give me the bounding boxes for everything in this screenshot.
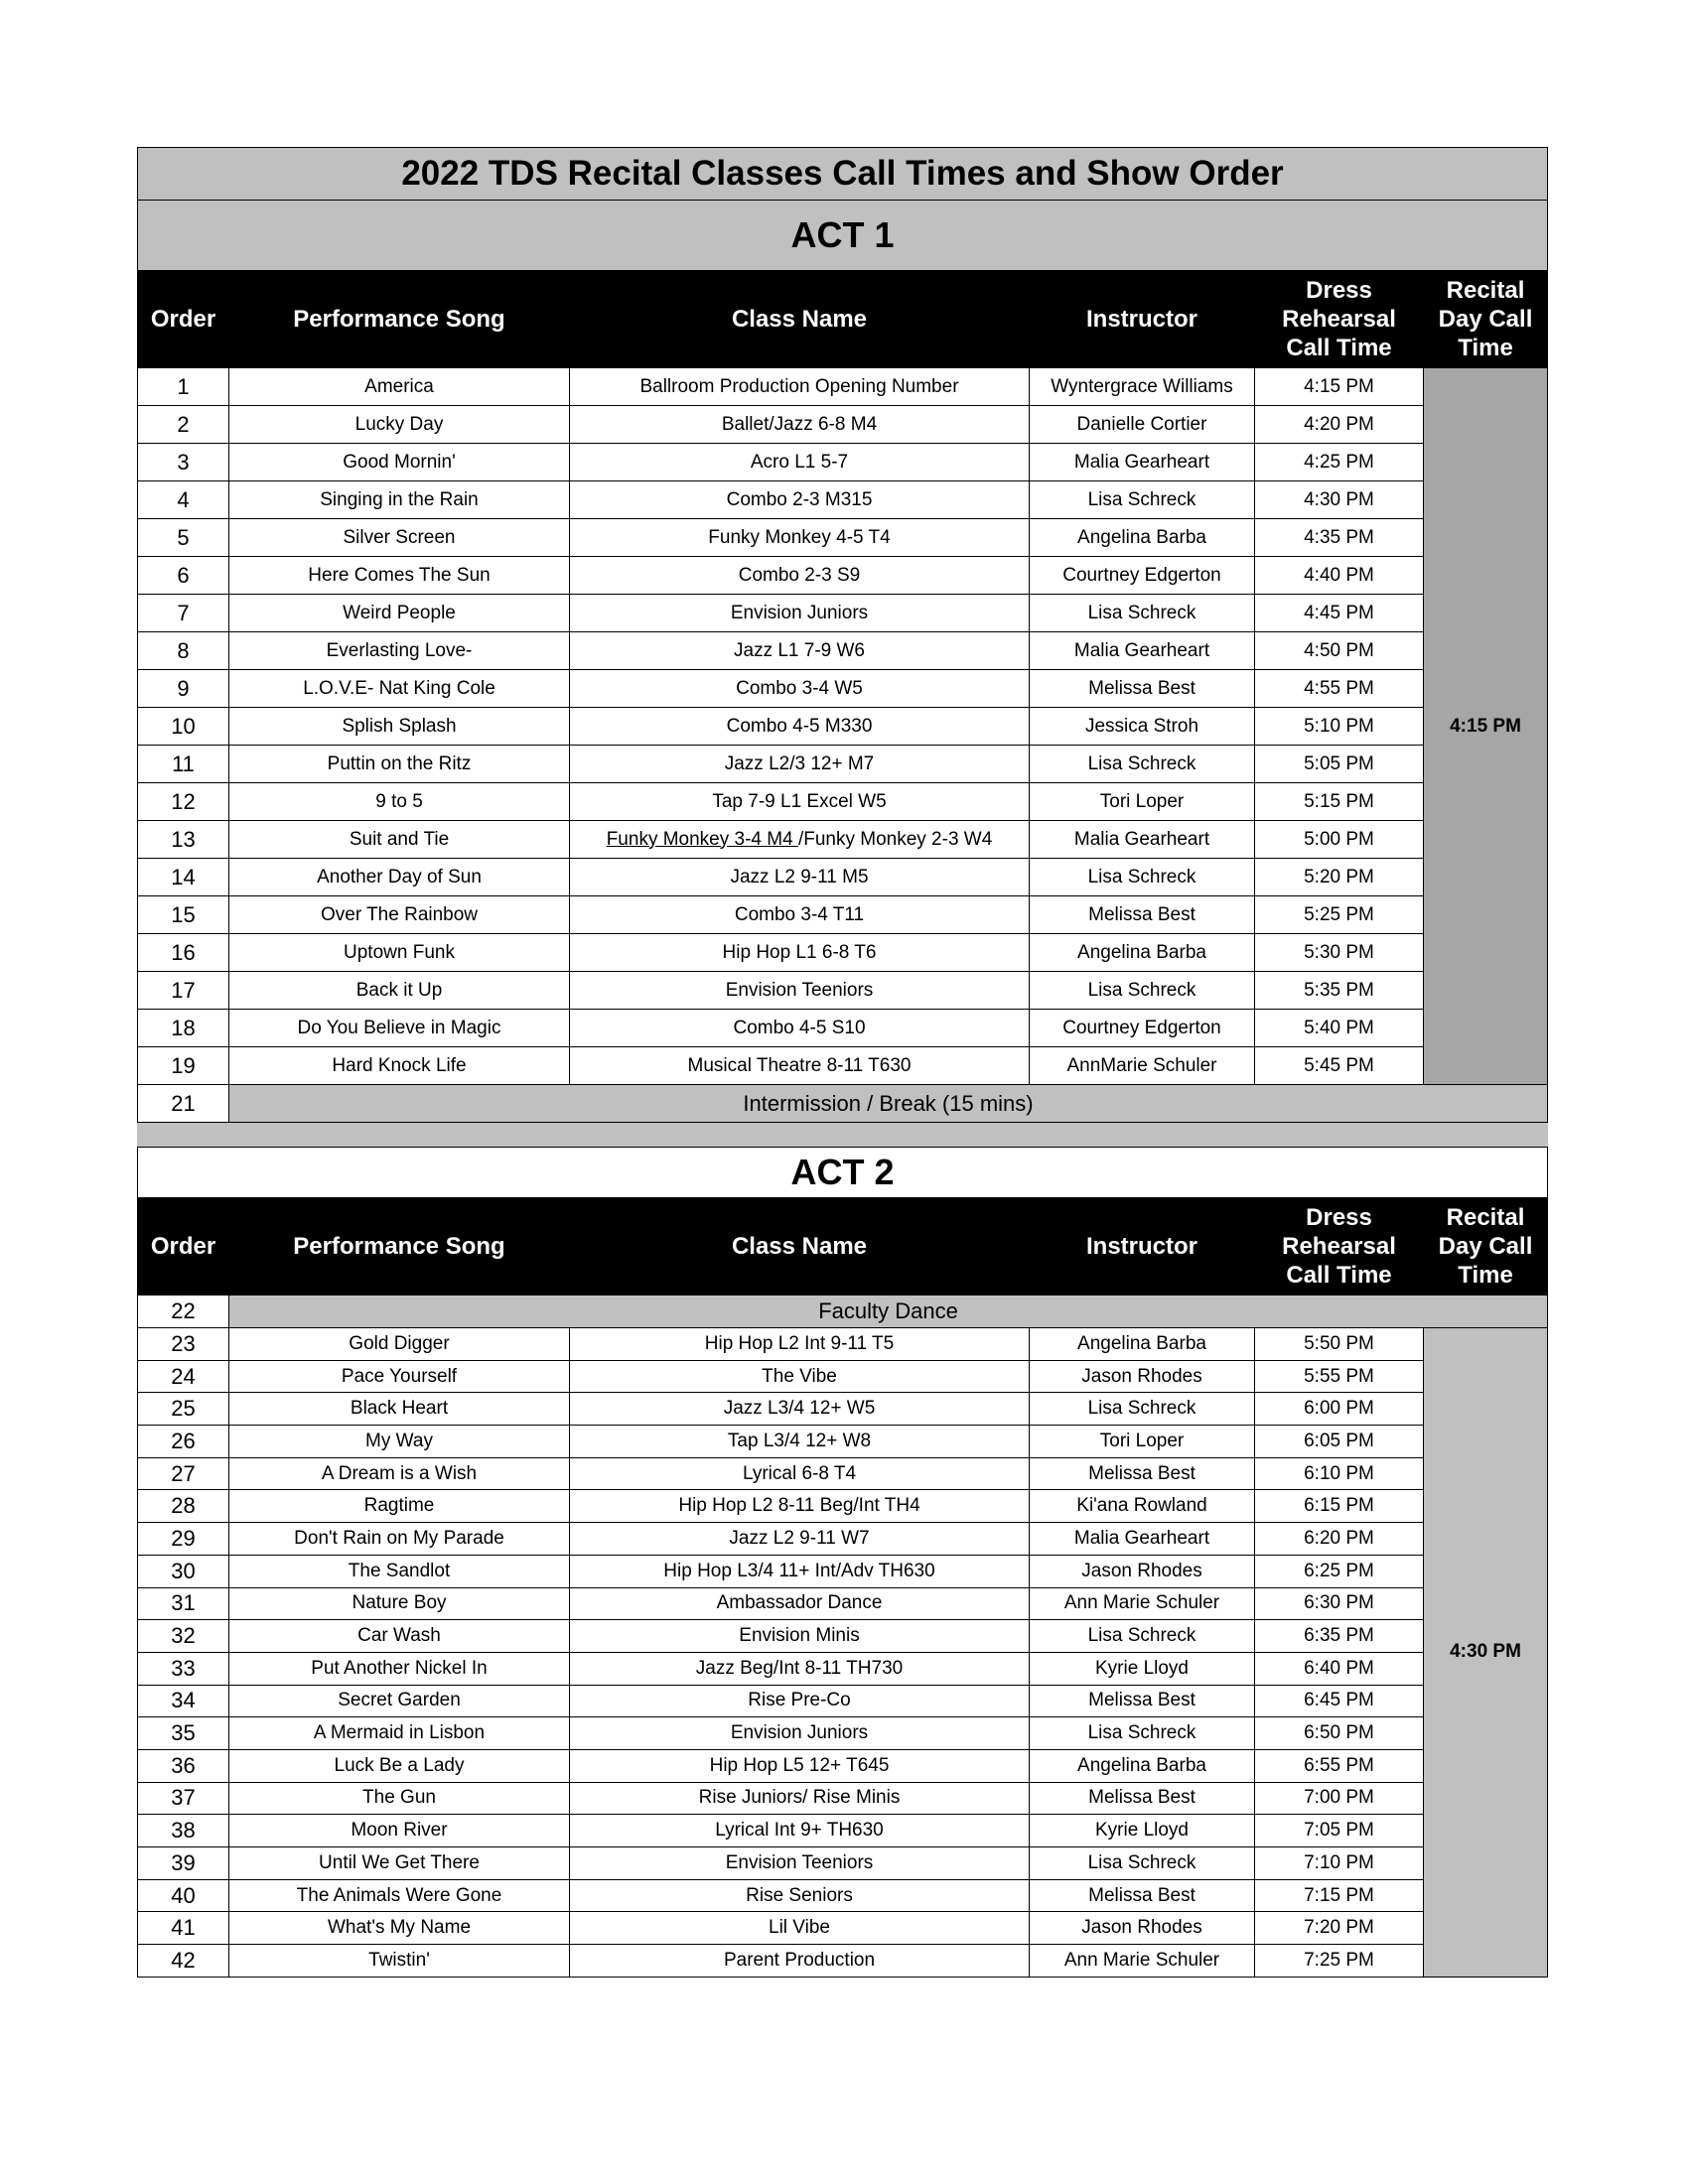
class-cell: Lyrical 6-8 T4 (570, 1457, 1030, 1490)
instructor-cell: Melissa Best (1030, 1879, 1255, 1912)
table-row (138, 557, 1548, 595)
order-cell: 6 (138, 557, 229, 595)
class-cell: Parent Production (570, 1945, 1030, 1978)
song-cell: A Mermaid in Lisbon (229, 1717, 570, 1750)
intermission-row (138, 1085, 1548, 1123)
title-row (138, 148, 1548, 201)
class-cell: Combo 2-3 S9 (570, 557, 1030, 595)
order-cell: 33 (138, 1652, 229, 1685)
table-row (138, 1717, 1548, 1750)
dress-call-cell: 7:25 PM (1255, 1945, 1424, 1978)
song-cell: My Way (229, 1426, 570, 1458)
order-cell: 9 (138, 670, 229, 708)
dress-call-cell: 5:20 PM (1255, 859, 1424, 896)
order-cell: 25 (138, 1393, 229, 1426)
header-order: Order (138, 271, 229, 368)
order-cell: 23 (138, 1328, 229, 1361)
instructor-cell: Wyntergrace Williams (1030, 368, 1255, 406)
class-cell: Combo 3-4 W5 (570, 670, 1030, 708)
table-row (138, 1393, 1548, 1426)
instructor-cell: Ann Marie Schuler (1030, 1587, 1255, 1620)
instructor-cell: Jessica Stroh (1030, 708, 1255, 746)
schedule-sheet (137, 147, 1547, 1978)
order-cell: 18 (138, 1010, 229, 1047)
class-cell: Envision Juniors (570, 595, 1030, 632)
table-row (138, 1490, 1548, 1523)
class-cell: Envision Teeniors (570, 972, 1030, 1010)
header-class: Class Name (570, 1198, 1030, 1296)
song-cell: The Gun (229, 1782, 570, 1815)
table-row (138, 1587, 1548, 1620)
class-cell: Combo 3-4 T11 (570, 896, 1030, 934)
class-cell: Hip Hop L5 12+ T645 (570, 1749, 1030, 1782)
song-cell: Black Heart (229, 1393, 570, 1426)
class-cell: Hip Hop L1 6-8 T6 (570, 934, 1030, 972)
table-row (138, 821, 1548, 859)
dress-call-cell: 6:00 PM (1255, 1393, 1424, 1426)
order-cell: 10 (138, 708, 229, 746)
intermission-order: 21 (138, 1085, 229, 1123)
song-cell: Twistin' (229, 1945, 570, 1978)
dress-call-cell: 5:10 PM (1255, 708, 1424, 746)
class-cell: Tap L3/4 12+ W8 (570, 1426, 1030, 1458)
instructor-cell: Ki'ana Rowland (1030, 1490, 1255, 1523)
instructor-cell: Tori Loper (1030, 783, 1255, 821)
order-cell: 11 (138, 746, 229, 783)
instructor-cell: Ann Marie Schuler (1030, 1945, 1255, 1978)
instructor-cell: Lisa Schreck (1030, 746, 1255, 783)
table-row (138, 1749, 1548, 1782)
dress-call-cell: 4:50 PM (1255, 632, 1424, 670)
class-cell: Jazz Beg/Int 8-11 TH730 (570, 1652, 1030, 1685)
instructor-cell: Angelina Barba (1030, 1328, 1255, 1361)
header-dress: Dress Rehearsal Call Time (1255, 271, 1424, 368)
song-cell: Suit and Tie (229, 821, 570, 859)
class-cell: Musical Theatre 8-11 T630 (570, 1047, 1030, 1085)
dress-call-cell: 4:30 PM (1255, 481, 1424, 519)
instructor-cell: Courtney Edgerton (1030, 557, 1255, 595)
class-cell: Lil Vibe (570, 1912, 1030, 1945)
table-row (138, 708, 1548, 746)
dress-call-cell: 6:35 PM (1255, 1620, 1424, 1653)
class-cell: Lyrical Int 9+ TH630 (570, 1815, 1030, 1847)
song-cell: L.O.V.E- Nat King Cole (229, 670, 570, 708)
order-cell: 14 (138, 859, 229, 896)
instructor-cell: Courtney Edgerton (1030, 1010, 1255, 1047)
header-order: Order (138, 1198, 229, 1296)
table-row (138, 1652, 1548, 1685)
dress-call-cell: 7:20 PM (1255, 1912, 1424, 1945)
dress-call-cell: 5:30 PM (1255, 934, 1424, 972)
song-cell: Uptown Funk (229, 934, 570, 972)
class-cell: Jazz L3/4 12+ W5 (570, 1393, 1030, 1426)
song-cell: America (229, 368, 570, 406)
order-cell: 13 (138, 821, 229, 859)
dress-call-cell: 6:30 PM (1255, 1587, 1424, 1620)
order-cell: 27 (138, 1457, 229, 1490)
table-row (138, 1360, 1548, 1393)
header-recital: Recital Day Call Time (1424, 1198, 1548, 1296)
song-cell: Another Day of Sun (229, 859, 570, 896)
table-row (138, 1945, 1548, 1978)
order-cell: 35 (138, 1717, 229, 1750)
dress-call-cell: 6:10 PM (1255, 1457, 1424, 1490)
song-cell: Pace Yourself (229, 1360, 570, 1393)
class-cell: Rise Juniors/ Rise Minis (570, 1782, 1030, 1815)
song-cell: 9 to 5 (229, 783, 570, 821)
faculty-label: Faculty Dance (229, 1296, 1548, 1328)
song-cell: Put Another Nickel In (229, 1652, 570, 1685)
dress-call-cell: 7:10 PM (1255, 1847, 1424, 1880)
song-cell: Car Wash (229, 1620, 570, 1653)
song-cell: Singing in the Rain (229, 481, 570, 519)
class-cell: Rise Seniors (570, 1879, 1030, 1912)
dress-call-cell: 6:55 PM (1255, 1749, 1424, 1782)
instructor-cell: Jason Rhodes (1030, 1912, 1255, 1945)
instructor-cell: Lisa Schreck (1030, 481, 1255, 519)
dress-call-cell: 5:15 PM (1255, 783, 1424, 821)
song-cell: What's My Name (229, 1912, 570, 1945)
order-cell: 40 (138, 1879, 229, 1912)
table-row (138, 1815, 1548, 1847)
faculty-row (138, 1296, 1548, 1328)
song-cell: Ragtime (229, 1490, 570, 1523)
class-cell: Acro L1 5-7 (570, 444, 1030, 481)
class-cell: Rise Pre-Co (570, 1685, 1030, 1717)
table-row (138, 1879, 1548, 1912)
song-cell: Back it Up (229, 972, 570, 1010)
instructor-cell: Malia Gearheart (1030, 821, 1255, 859)
song-cell: Secret Garden (229, 1685, 570, 1717)
instructor-cell: Jason Rhodes (1030, 1555, 1255, 1587)
table-row (138, 444, 1548, 481)
instructor-cell: Melissa Best (1030, 896, 1255, 934)
class-cell: Envision Juniors (570, 1717, 1030, 1750)
order-cell: 2 (138, 406, 229, 444)
class-cell: Combo 2-3 M315 (570, 481, 1030, 519)
dress-call-cell: 4:55 PM (1255, 670, 1424, 708)
table-row (138, 1912, 1548, 1945)
song-cell: Moon River (229, 1815, 570, 1847)
instructor-cell: Melissa Best (1030, 1685, 1255, 1717)
song-cell: Here Comes The Sun (229, 557, 570, 595)
act-gap (138, 1123, 1548, 1148)
table-row (138, 1010, 1548, 1047)
header-song: Performance Song (229, 1198, 570, 1296)
class-cell: Jazz L1 7-9 W6 (570, 632, 1030, 670)
instructor-cell: Angelina Barba (1030, 519, 1255, 557)
table-row (138, 1523, 1548, 1556)
dress-call-cell: 4:20 PM (1255, 406, 1424, 444)
class-cell: Envision Teeniors (570, 1847, 1030, 1880)
order-cell: 7 (138, 595, 229, 632)
order-cell: 16 (138, 934, 229, 972)
dress-call-cell: 4:40 PM (1255, 557, 1424, 595)
song-cell: Do You Believe in Magic (229, 1010, 570, 1047)
order-cell: 41 (138, 1912, 229, 1945)
dress-call-cell: 5:35 PM (1255, 972, 1424, 1010)
instructor-cell: Kyrie Lloyd (1030, 1815, 1255, 1847)
class-cell: Ballroom Production Opening Number (570, 368, 1030, 406)
header-song: Performance Song (229, 271, 570, 368)
song-cell: Puttin on the Ritz (229, 746, 570, 783)
class-cell: The Vibe (570, 1360, 1030, 1393)
song-cell: Everlasting Love- (229, 632, 570, 670)
order-cell: 17 (138, 972, 229, 1010)
dress-call-cell: 5:45 PM (1255, 1047, 1424, 1085)
song-cell: Luck Be a Lady (229, 1749, 570, 1782)
instructor-cell: Malia Gearheart (1030, 1523, 1255, 1556)
instructor-cell: Melissa Best (1030, 670, 1255, 708)
act2-header-row (138, 1198, 1548, 1296)
class-cell: Jazz L2 9-11 M5 (570, 859, 1030, 896)
order-cell: 24 (138, 1360, 229, 1393)
order-cell: 4 (138, 481, 229, 519)
table-row (138, 1782, 1548, 1815)
order-cell: 38 (138, 1815, 229, 1847)
class-cell: Hip Hop L2 Int 9-11 T5 (570, 1328, 1030, 1361)
act1-row (138, 201, 1548, 271)
dress-call-cell: 5:50 PM (1255, 1328, 1424, 1361)
instructor-cell: Tori Loper (1030, 1426, 1255, 1458)
class-part-b: /Funky Monkey 2-3 W4 (797, 828, 993, 850)
order-cell: 39 (138, 1847, 229, 1880)
act1-header-row (138, 271, 1548, 368)
dress-call-cell: 7:00 PM (1255, 1782, 1424, 1815)
instructor-cell: Lisa Schreck (1030, 595, 1255, 632)
dress-call-cell: 4:45 PM (1255, 595, 1424, 632)
class-cell: Combo 4-5 S10 (570, 1010, 1030, 1047)
dress-call-cell: 6:05 PM (1255, 1426, 1424, 1458)
song-cell: The Sandlot (229, 1555, 570, 1587)
song-cell: Splish Splash (229, 708, 570, 746)
dress-call-cell: 6:40 PM (1255, 1652, 1424, 1685)
order-cell: 12 (138, 783, 229, 821)
instructor-cell: Malia Gearheart (1030, 444, 1255, 481)
song-cell: Lucky Day (229, 406, 570, 444)
dress-call-cell: 5:00 PM (1255, 821, 1424, 859)
instructor-cell: Danielle Cortier (1030, 406, 1255, 444)
act1-label: ACT 1 (138, 201, 1548, 271)
table-row (138, 632, 1548, 670)
header-recital: Recital Day Call Time (1424, 271, 1548, 368)
dress-call-cell: 6:15 PM (1255, 1490, 1424, 1523)
order-cell: 1 (138, 368, 229, 406)
class-cell: Tap 7-9 L1 Excel W5 (570, 783, 1030, 821)
song-cell: Over The Rainbow (229, 896, 570, 934)
dress-call-cell: 5:25 PM (1255, 896, 1424, 934)
class-cell: Combo 4-5 M330 (570, 708, 1030, 746)
dress-call-cell: 4:25 PM (1255, 444, 1424, 481)
table-row (138, 1047, 1548, 1085)
table-row (138, 1457, 1548, 1490)
dress-call-cell: 7:05 PM (1255, 1815, 1424, 1847)
class-cell: Jazz L2 9-11 W7 (570, 1523, 1030, 1556)
instructor-cell: Malia Gearheart (1030, 632, 1255, 670)
table-row (138, 746, 1548, 783)
order-cell: 5 (138, 519, 229, 557)
table-row (138, 859, 1548, 896)
instructor-cell: Lisa Schreck (1030, 1717, 1255, 1750)
instructor-cell: Melissa Best (1030, 1782, 1255, 1815)
table-row (138, 1685, 1548, 1717)
order-cell: 29 (138, 1523, 229, 1556)
class-cell: Jazz L2/3 12+ M7 (570, 746, 1030, 783)
dress-call-cell: 6:25 PM (1255, 1555, 1424, 1587)
instructor-cell: Melissa Best (1030, 1457, 1255, 1490)
order-cell: 42 (138, 1945, 229, 1978)
instructor-cell: Lisa Schreck (1030, 1620, 1255, 1653)
order-cell: 8 (138, 632, 229, 670)
order-cell: 19 (138, 1047, 229, 1085)
dress-call-cell: 6:45 PM (1255, 1685, 1424, 1717)
table-row (138, 972, 1548, 1010)
schedule-table (137, 147, 1548, 1978)
instructor-cell: Jason Rhodes (1030, 1360, 1255, 1393)
header-instructor: Instructor (1030, 271, 1255, 368)
order-cell: 37 (138, 1782, 229, 1815)
table-row (138, 595, 1548, 632)
table-row (138, 783, 1548, 821)
song-cell: Weird People (229, 595, 570, 632)
instructor-cell: Lisa Schreck (1030, 1847, 1255, 1880)
table-row (138, 934, 1548, 972)
table-row (138, 1555, 1548, 1587)
song-cell: Until We Get There (229, 1847, 570, 1880)
song-cell: Gold Digger (229, 1328, 570, 1361)
order-cell: 3 (138, 444, 229, 481)
instructor-cell: Lisa Schreck (1030, 859, 1255, 896)
table-row (138, 519, 1548, 557)
order-cell: 30 (138, 1555, 229, 1587)
song-cell: The Animals Were Gone (229, 1879, 570, 1912)
table-row (138, 406, 1548, 444)
page-title: 2022 TDS Recital Classes Call Times and Show Order (138, 148, 1548, 201)
act2-row (138, 1148, 1548, 1198)
header-dress: Dress Rehearsal Call Time (1255, 1198, 1424, 1296)
order-cell: 34 (138, 1685, 229, 1717)
dress-call-cell: 4:15 PM (1255, 368, 1424, 406)
header-instructor: Instructor (1030, 1198, 1255, 1296)
order-cell: 26 (138, 1426, 229, 1458)
table-row (138, 1620, 1548, 1653)
class-cell: Ballet/Jazz 6-8 M4 (570, 406, 1030, 444)
table-row (138, 1328, 1548, 1361)
song-cell: Hard Knock Life (229, 1047, 570, 1085)
song-cell: Silver Screen (229, 519, 570, 557)
instructor-cell: Kyrie Lloyd (1030, 1652, 1255, 1685)
class-cell: Hip Hop L3/4 11+ Int/Adv TH630 (570, 1555, 1030, 1587)
faculty-order: 22 (138, 1296, 229, 1328)
order-cell: 28 (138, 1490, 229, 1523)
table-row (138, 670, 1548, 708)
class-cell (570, 821, 1030, 859)
instructor-cell: Lisa Schreck (1030, 972, 1255, 1010)
order-cell: 32 (138, 1620, 229, 1653)
table-row (138, 1426, 1548, 1458)
recital-call-cell: 4:30 PM (1424, 1328, 1548, 1978)
dress-call-cell: 7:15 PM (1255, 1879, 1424, 1912)
class-cell: Envision Minis (570, 1620, 1030, 1653)
header-class: Class Name (570, 271, 1030, 368)
dress-call-cell: 5:05 PM (1255, 746, 1424, 783)
intermission-label: Intermission / Break (15 mins) (229, 1085, 1548, 1123)
order-cell: 36 (138, 1749, 229, 1782)
table-row (138, 368, 1548, 406)
instructor-cell: Lisa Schreck (1030, 1393, 1255, 1426)
table-row (138, 896, 1548, 934)
dress-call-cell: 6:20 PM (1255, 1523, 1424, 1556)
dress-call-cell: 4:35 PM (1255, 519, 1424, 557)
order-cell: 31 (138, 1587, 229, 1620)
class-cell: Funky Monkey 4-5 T4 (570, 519, 1030, 557)
act2-label: ACT 2 (138, 1148, 1548, 1198)
instructor-cell: Angelina Barba (1030, 934, 1255, 972)
class-cell: Ambassador Dance (570, 1587, 1030, 1620)
song-cell: Nature Boy (229, 1587, 570, 1620)
instructor-cell: Angelina Barba (1030, 1749, 1255, 1782)
recital-call-cell: 4:15 PM (1424, 368, 1548, 1085)
table-row (138, 481, 1548, 519)
class-cell: Hip Hop L2 8-11 Beg/Int TH4 (570, 1490, 1030, 1523)
table-row (138, 1847, 1548, 1880)
song-cell: Good Mornin' (229, 444, 570, 481)
song-cell: A Dream is a Wish (229, 1457, 570, 1490)
song-cell: Don't Rain on My Parade (229, 1523, 570, 1556)
dress-call-cell: 5:40 PM (1255, 1010, 1424, 1047)
instructor-cell: AnnMarie Schuler (1030, 1047, 1255, 1085)
dress-call-cell: 5:55 PM (1255, 1360, 1424, 1393)
dress-call-cell: 6:50 PM (1255, 1717, 1424, 1750)
class-part-a: Funky Monkey 3-4 M4 (606, 828, 798, 850)
order-cell: 15 (138, 896, 229, 934)
